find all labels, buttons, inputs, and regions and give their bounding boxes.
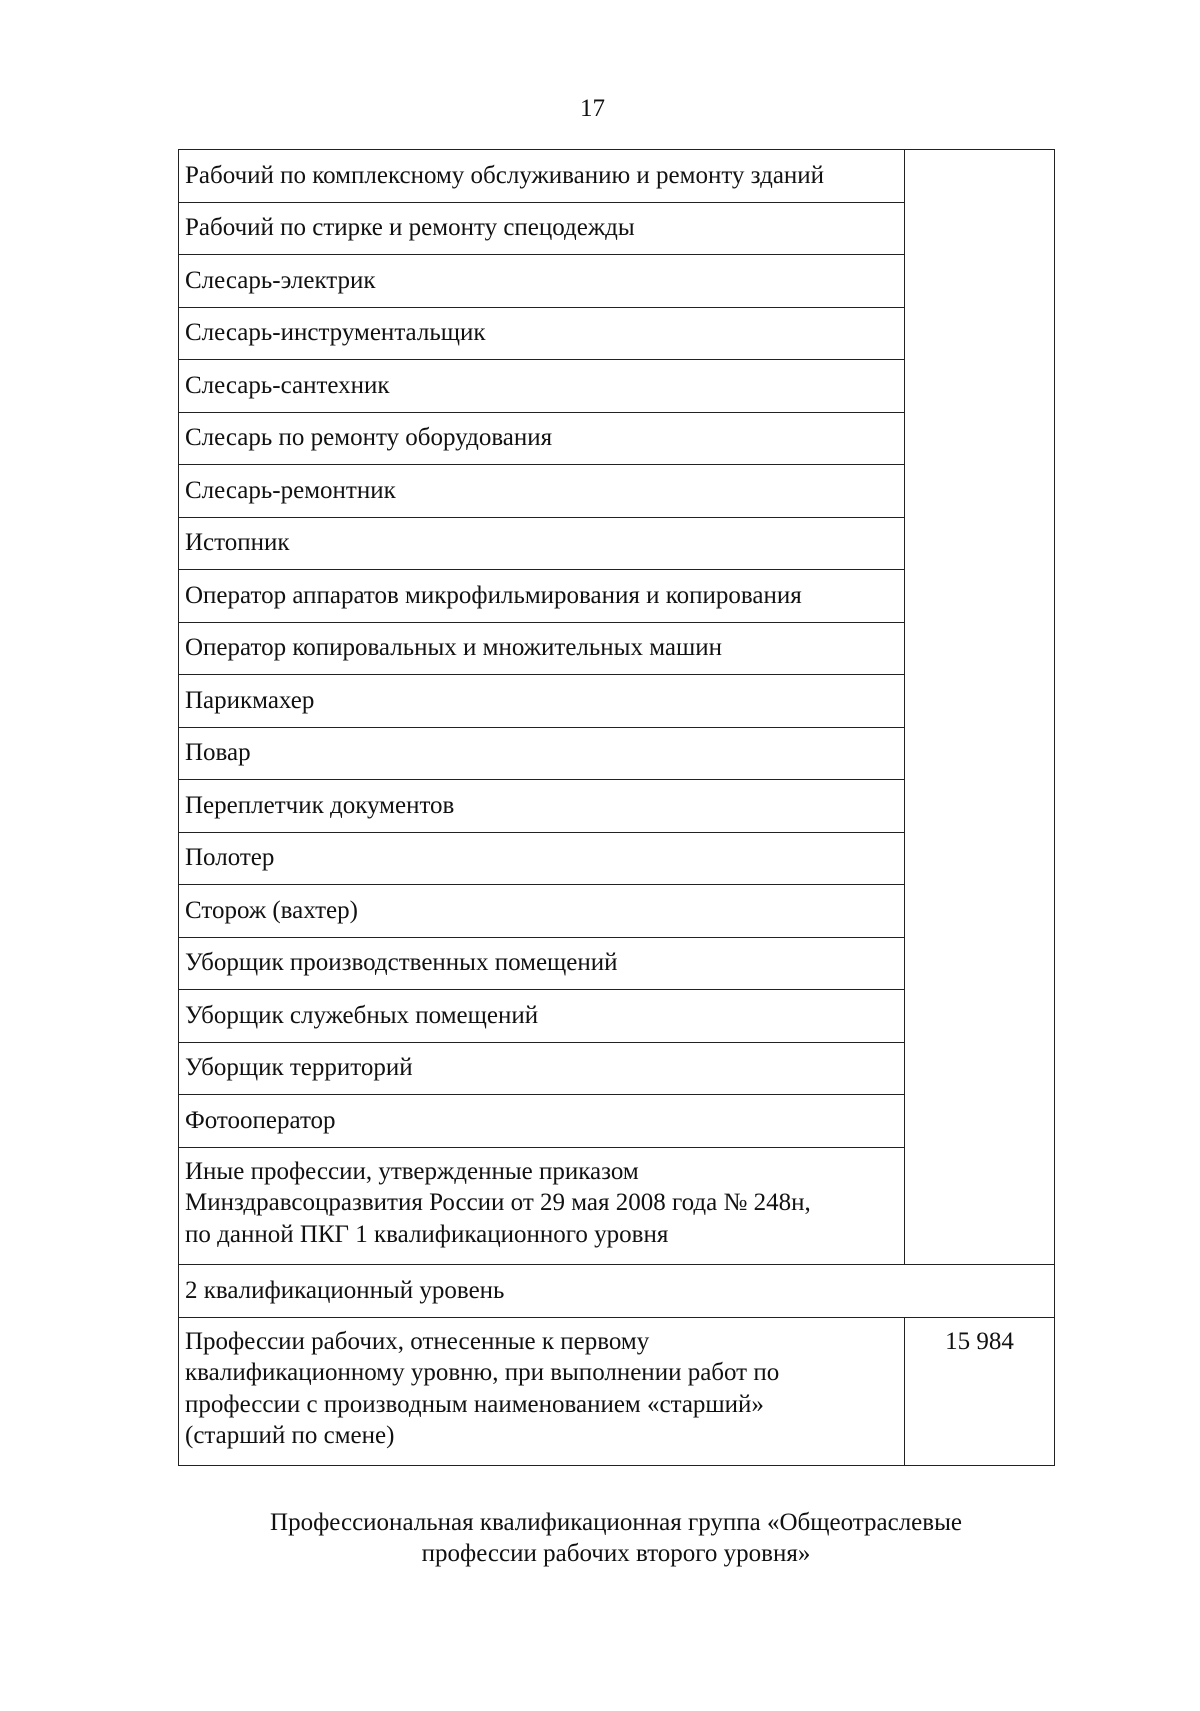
profession-name: Переплетчик документов <box>179 780 905 833</box>
level-2-salary-value: 15 984 <box>905 1317 1055 1465</box>
profession-name: Слесарь-электрик <box>179 255 905 308</box>
salary-cell-level1 <box>905 150 1055 1265</box>
profession-name: Повар <box>179 727 905 780</box>
profession-name: Слесарь-инструментальщик <box>179 307 905 360</box>
level-2-line: квалификационному уровню, при выполнении работ по <box>185 1359 780 1386</box>
other-professions-line: по данной ПКГ 1 квалификационного уровня <box>185 1220 669 1248</box>
level-2-label: 2 квалификационный уровень <box>179 1264 1055 1317</box>
level-2-line: (старший по смене) <box>185 1422 395 1449</box>
profession-name: Парикмахер <box>179 675 905 728</box>
page-number: 17 <box>580 95 605 122</box>
profession-name: Уборщик служебных помещений <box>179 990 905 1043</box>
level-2-line: Профессии рабочих, отнесенные к первому <box>185 1327 650 1355</box>
profession-name: Слесарь по ремонту оборудования <box>179 412 905 465</box>
level-2-row <box>179 1317 1055 1465</box>
profession-name: Полотер <box>179 832 905 885</box>
section-heading-line: Профессиональная квалификационная группа «Общеотраслевые <box>270 1509 962 1536</box>
section-heading <box>178 1507 1054 1569</box>
other-professions-line: Минздравсоцразвития России от 29 мая 2008 года № 248н, <box>185 1189 811 1216</box>
profession-name: Сторож (вахтер) <box>179 885 905 938</box>
other-professions-line: Иные профессии, утвержденные приказом <box>185 1157 639 1185</box>
other-professions-cell <box>179 1147 905 1264</box>
profession-name: Истопник <box>179 517 905 570</box>
profession-name: Слесарь-ремонтник <box>179 465 905 518</box>
profession-name: Рабочий по стирке и ремонту спецодежды <box>179 202 905 255</box>
table-row <box>179 150 1055 203</box>
profession-name: Уборщик территорий <box>179 1042 905 1095</box>
professions-table <box>178 149 1055 1466</box>
profession-name: Оператор копировальных и множительных машин <box>179 622 905 675</box>
level-2-line: профессии с производным наименованием «старший» <box>185 1390 764 1418</box>
profession-name: Оператор аппаратов микрофильмирования и копирования <box>179 570 905 623</box>
section-heading-line: профессии рабочих второго уровня» <box>421 1540 811 1567</box>
profession-name: Рабочий по комплексному обслуживанию и ремонту зданий <box>179 150 905 203</box>
profession-name: Уборщик производственных помещений <box>179 937 905 990</box>
level-2-description <box>179 1317 905 1465</box>
level-2-header-row <box>179 1264 1055 1317</box>
profession-name: Фотооператор <box>179 1095 905 1148</box>
profession-name: Слесарь-сантехник <box>179 360 905 413</box>
